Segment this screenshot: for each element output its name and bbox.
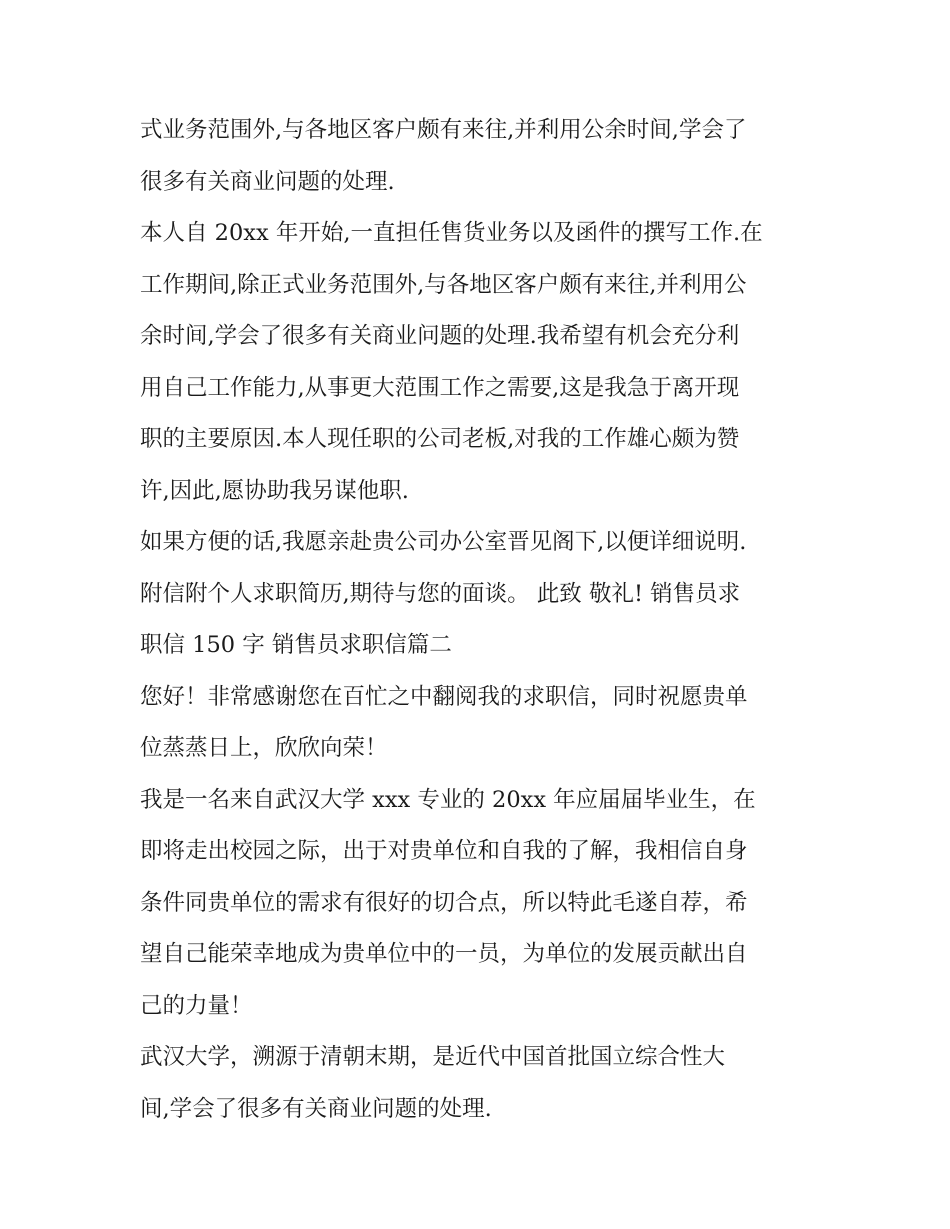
text-line: 武汉大学，溯源于清朝末期，是近代中国首批国立综合性大 [140, 1044, 726, 1070]
document-body [140, 105, 830, 1135]
text-line: 您好！非常感谢您在百忙之中翻阅我的求职信，同时祝愿贵单 [140, 683, 748, 710]
text-line: 工作期间,除正式业务范围外,与各地区客户颇有来往,并利用公 [140, 271, 747, 298]
text-line: 己的力量！ [140, 992, 253, 1019]
text-line: 很多有关商业问题的处理. [140, 168, 395, 195]
text-line: 许,因此,愿协助我另谋他职. [140, 477, 409, 504]
text-line: 职的主要原因.本人现任职的公司老板,对我的工作雄心颇为赞 [140, 426, 740, 452]
text-line: 望自己能荣幸地成为贵单位中的一员，为单位的发展贡献出自 [140, 941, 748, 967]
text-line: 如果方便的话,我愿亲赴贵公司办公室晋见阁下,以便详细说明. [140, 529, 747, 555]
text-line: 位蒸蒸日上，欣欣向荣！ [140, 735, 388, 761]
text-line: 本人自 20xx 年开始,一直担任售货业务以及函件的撰写工作.在 [140, 220, 763, 246]
text-line: 职信 150 字 销售员求职信篇二 [140, 632, 452, 658]
text-line: 间,学会了很多有关商业问题的处理. [140, 1095, 492, 1122]
text-line: 式业务范围外,与各地区客户颇有来往,并利用公余时间,学会了 [140, 117, 747, 143]
text-line: 附信附个人求职简历,期待与您的面谈。 此致 敬礼! 销售员求 [140, 580, 741, 607]
text-line: 用自己工作能力,从事更大范围工作之需要,这是我急于离开现 [140, 374, 740, 401]
text-line: 即将走出校园之际，出于对贵单位和自我的了解，我相信自身 [140, 838, 748, 864]
text-line: 我是一名来自武汉大学 xxx 专业的 20xx 年应届届毕业生，在 [140, 786, 756, 813]
text-line: 余时间,学会了很多有关商业问题的处理.我希望有机会充分利 [140, 323, 740, 349]
text-line: 条件同贵单位的需求有很好的切合点，所以特此毛遂自荐，希 [140, 889, 748, 916]
